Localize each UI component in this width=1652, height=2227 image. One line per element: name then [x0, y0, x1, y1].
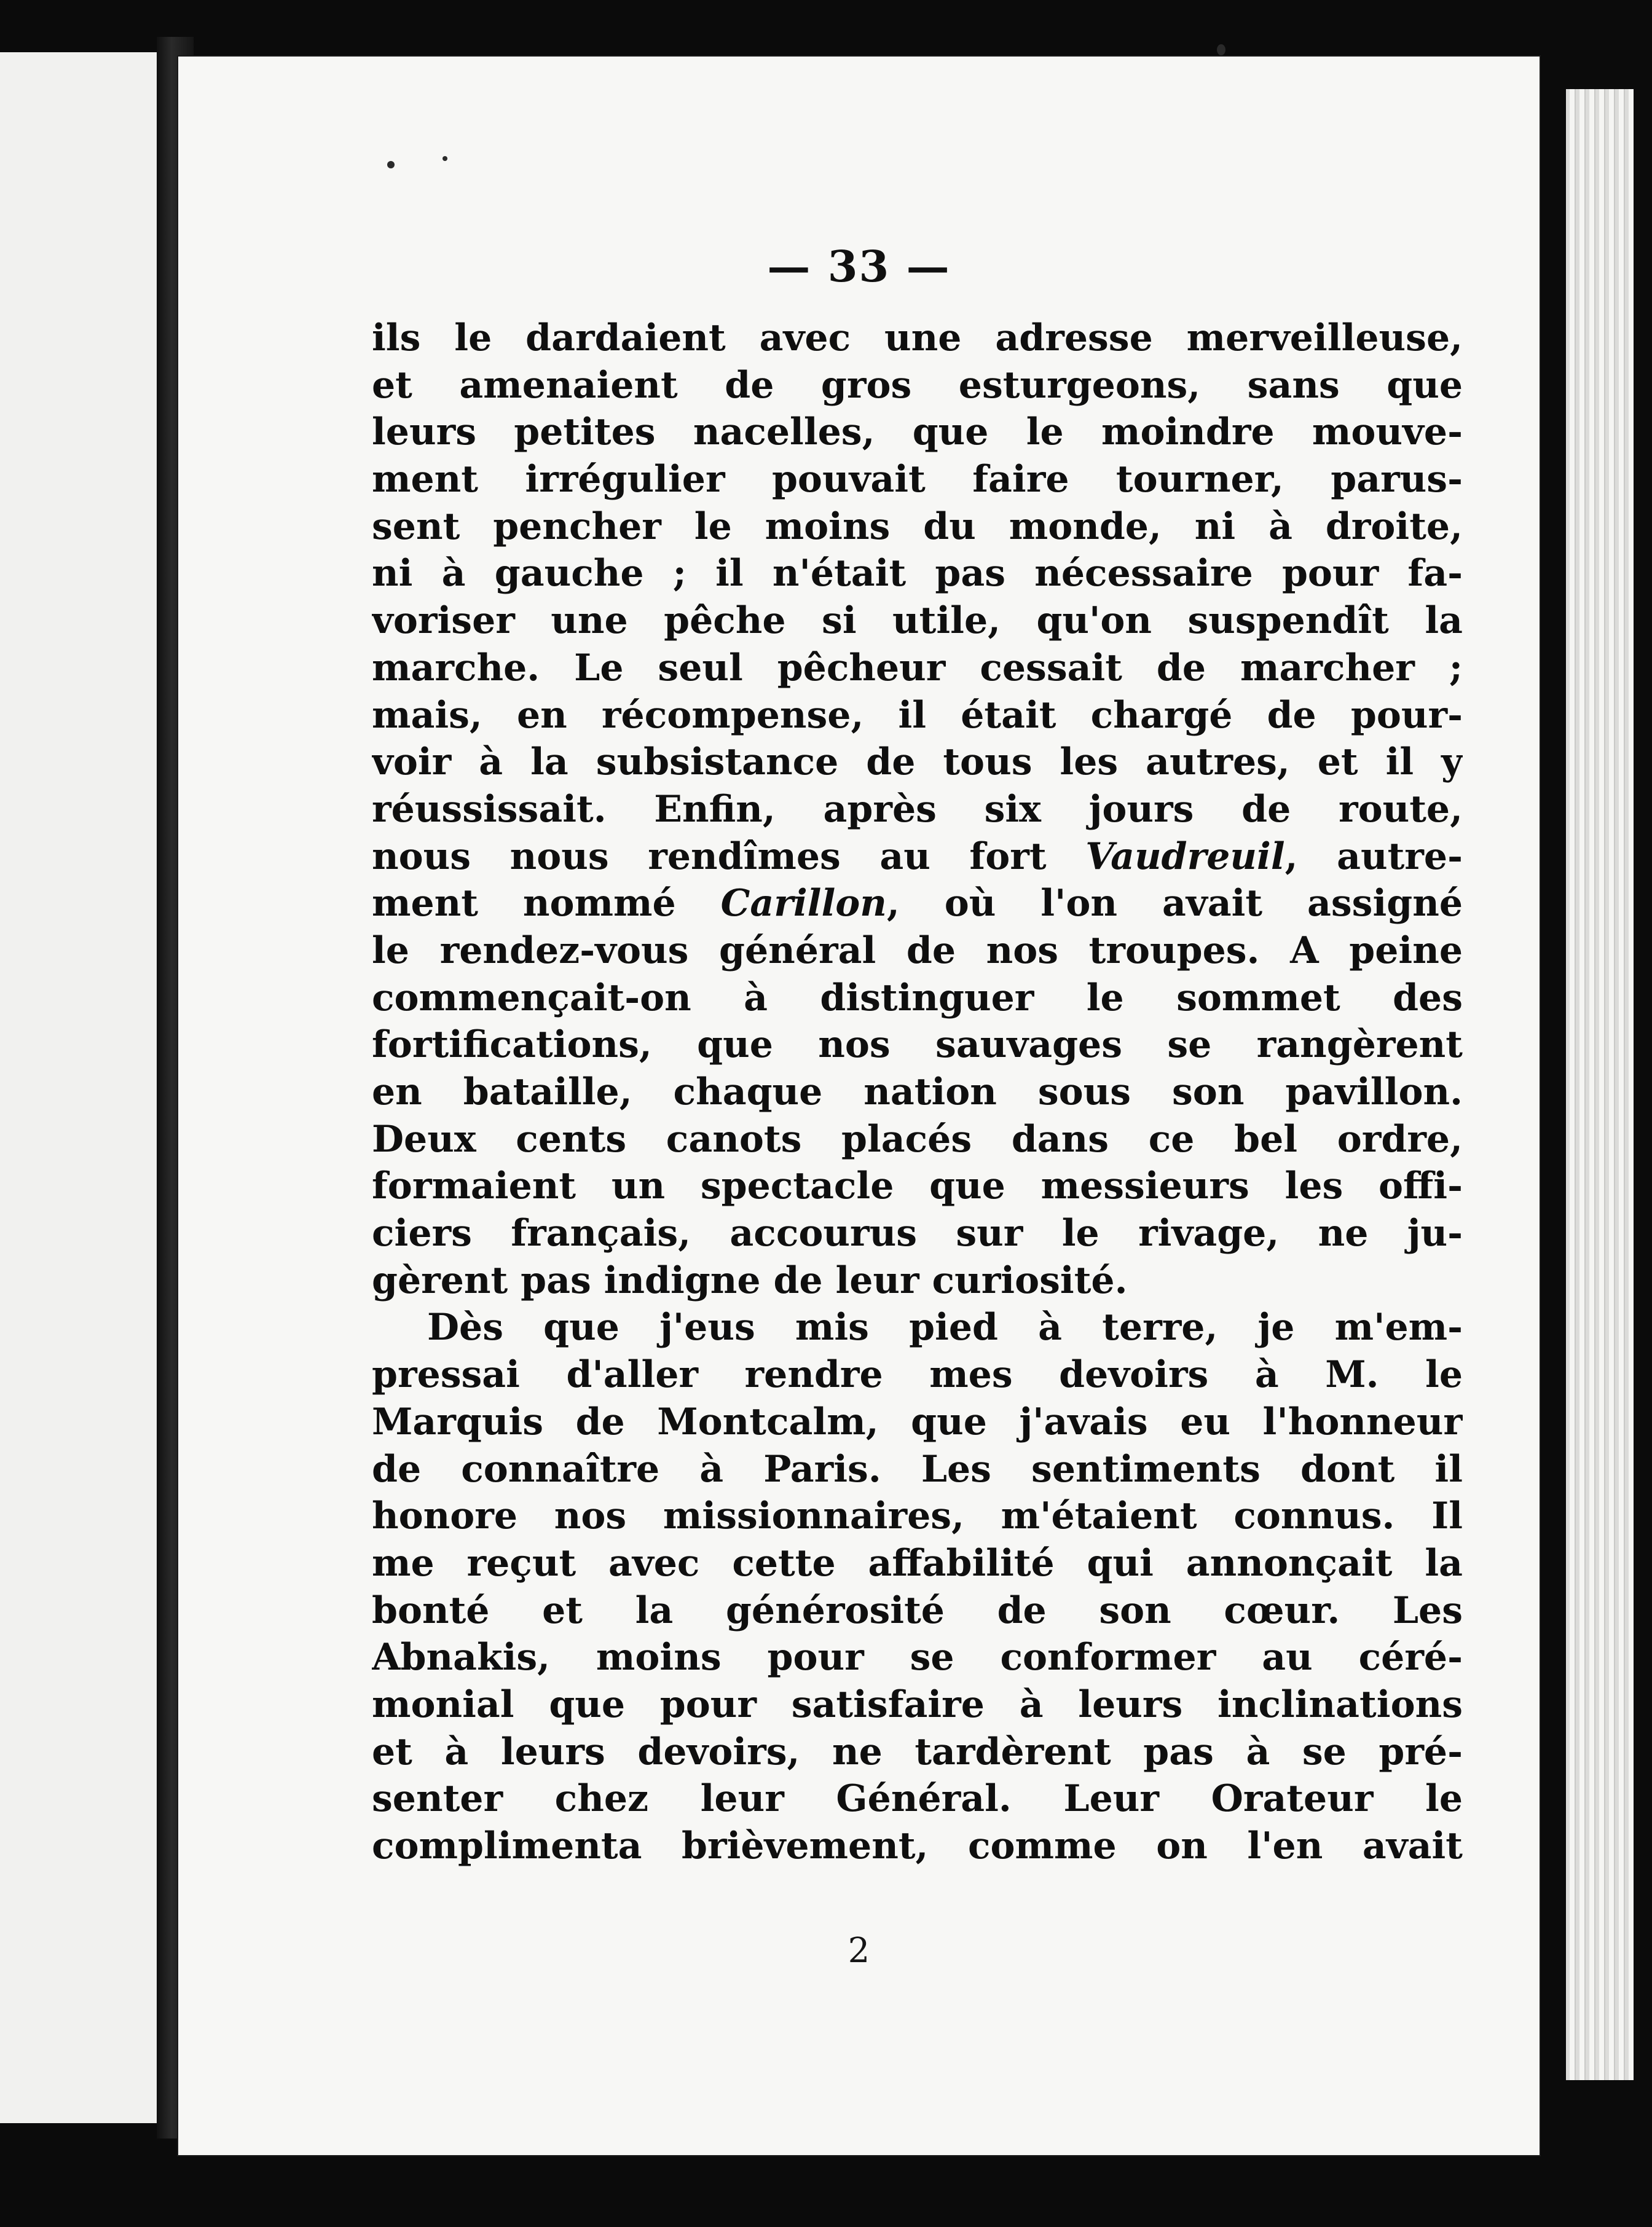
text-line: et à leurs devoirs, ne tardèrent pas à se pré-: [372, 1730, 1463, 1773]
text-line: en bataille, chaque nation sous son pavillon.: [372, 1070, 1463, 1114]
scan-speck: [1217, 44, 1225, 55]
text-line: gèrent pas indigne de leur curiosité.: [372, 1259, 1128, 1302]
text-line: honore nos missionnaires, m'étaient connus. Il: [372, 1494, 1463, 1538]
text-line: mais, en récompense, il était chargé de pour-: [372, 693, 1463, 737]
text-line: réussissait. Enfin, après six jours de route,: [372, 787, 1463, 831]
italic-place-name: Carillon: [720, 882, 887, 925]
text-line: Marquis de Montcalm, que j'avais eu l'honneur: [372, 1400, 1463, 1443]
text-line: me reçut avec cette affabilité qui annonçait la: [372, 1541, 1463, 1585]
italic-place-name: Vaudreuil: [1085, 835, 1285, 878]
page-number: — 33 —: [767, 241, 951, 292]
text-line: ment irrégulier pouvait faire tourner, parus-: [372, 458, 1463, 501]
text-line: ni à gauche ; il n'était pas nécessaire pour fa-: [372, 552, 1463, 595]
text-line-segment: ment nommé: [372, 882, 721, 925]
text-line: bonté et la générosité de son cœur. Les: [372, 1589, 1463, 1632]
text-line: sent pencher le moins du monde, ni à droite,: [372, 505, 1463, 548]
printer-signature-mark: 2: [848, 1931, 870, 1971]
text-line-segment: nous nous rendîmes au fort: [372, 835, 1086, 878]
text-line: fortifications, que nos sauvages se rangèrent: [372, 1023, 1463, 1067]
page-stack-edge: [1566, 89, 1634, 2080]
text-line: le rendez-vous général de nos troupes. A peine: [372, 929, 1463, 972]
body-text: [372, 315, 1463, 1870]
text-line: pressai d'aller rendre mes devoirs à M. le: [372, 1353, 1463, 1397]
text-line: ils le dardaient avec une adresse merveilleuse,: [372, 316, 1463, 359]
scan-speck: [387, 161, 395, 168]
text-line: senter chez leur Général. Leur Orateur le: [372, 1777, 1463, 1821]
scan-speck: [442, 156, 447, 161]
text-line: complimenta brièvement, comme on l'en avait: [372, 1824, 1463, 1868]
text-line: ciers français, accourus sur le rivage, ne ju-: [372, 1212, 1463, 1255]
text-line: [372, 833, 1463, 881]
facing-page-edge: [0, 52, 163, 2123]
text-line: leurs petites nacelles, que le moindre mouve-: [372, 410, 1463, 454]
text-line-segment: , autre-: [1284, 835, 1463, 878]
text-line: et amenaient de gros esturgeons, sans que: [372, 363, 1463, 407]
text-line: voir à la subsistance de tous les autres, et il y: [372, 740, 1463, 784]
text-line: voriser une pêche si utile, qu'on suspendît la: [372, 599, 1463, 643]
book-page: [178, 57, 1540, 2155]
text-line: commençait-on à distinguer le sommet des: [372, 976, 1463, 1019]
text-line-segment: , où l'on avait assigné: [886, 882, 1463, 925]
text-line: formaient un spectacle que messieurs les offi-: [372, 1165, 1463, 1208]
text-line: [372, 880, 1463, 927]
text-line: Abnakis, moins pour se conformer au céré-: [372, 1636, 1463, 1679]
text-line: marche. Le seul pêcheur cessait de marcher ;: [372, 646, 1463, 689]
text-line: de connaître à Paris. Les sentiments dont il: [372, 1447, 1463, 1491]
text-line: Deux cents canots placés dans ce bel ordre,: [372, 1117, 1463, 1161]
text-line: Dès que j'eus mis pied à terre, je m'em-: [427, 1306, 1463, 1349]
text-line: monial que pour satisfaire à leurs inclinations: [372, 1683, 1463, 1726]
